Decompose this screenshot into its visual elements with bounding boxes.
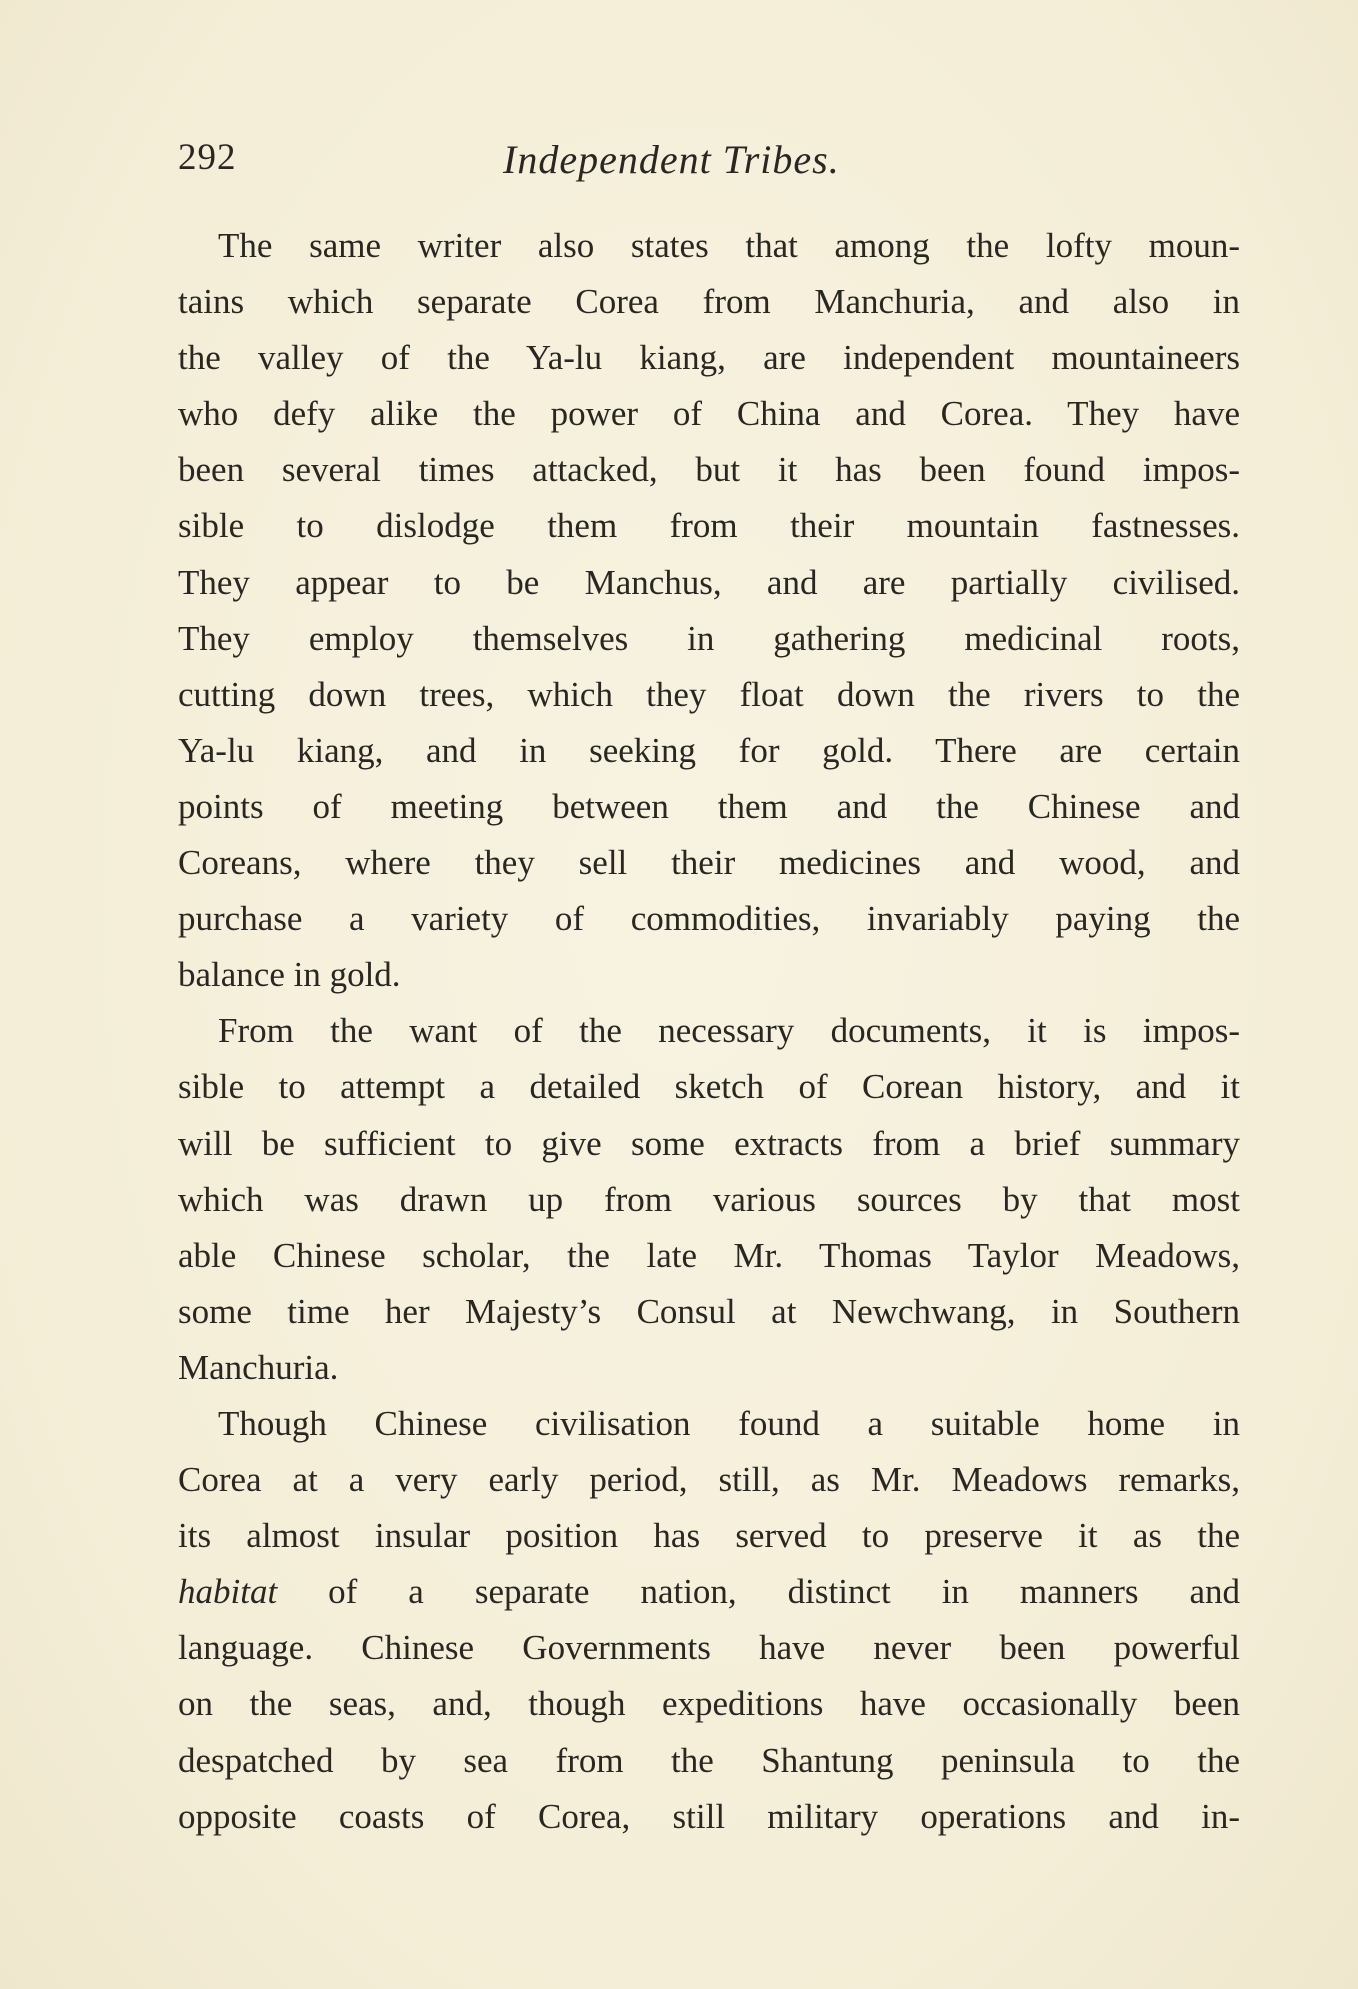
text-line: Corea at a very early period, still, as Mr. Meadows remarks, — [178, 1460, 1240, 1500]
text-line: language. Chinese Governments have never been powerful — [178, 1628, 1240, 1668]
text-line: Ya-lu kiang, and in seeking for gold. There are certain — [178, 730, 1240, 770]
text-line: They appear to be Manchus, and are partially civilised. — [178, 562, 1240, 602]
text-line: its almost insular position has served to preserve it as the — [178, 1516, 1240, 1556]
text-line-with-italic — [178, 1564, 1240, 1620]
text-line: able Chinese scholar, the late Mr. Thomas Taylor Meadows, — [178, 1235, 1240, 1275]
italic-word: habitat — [178, 1572, 278, 1612]
text-line: been several times attacked, but it has been found impos- — [178, 450, 1240, 490]
text-line: opposite coasts of Corea, still military operations and in- — [178, 1796, 1240, 1836]
body-text — [178, 218, 1240, 1845]
text-line: tains which separate Corea from Manchuria, and also in — [178, 282, 1240, 322]
text-line: Manchuria. — [178, 1347, 339, 1387]
text-line: cutting down trees, which they float down the rivers to the — [178, 674, 1240, 714]
text-line: some time her Majesty’s Consul at Newchwang, in Southern — [178, 1291, 1240, 1331]
text-line: From the want of the necessary documents, it is impos- — [218, 1011, 1240, 1051]
text-line: despatched by sea from the Shantung peninsula to the — [178, 1740, 1240, 1780]
text-line: will be sufficient to give some extracts from a brief summary — [178, 1123, 1240, 1163]
text-line: They employ themselves in gathering medicinal roots, — [178, 618, 1240, 658]
text-line: The same writer also states that among the lofty moun- — [218, 226, 1240, 265]
text-line: balance in gold. — [178, 955, 401, 995]
text-line: sible to dislodge them from their mountain fastnesses. — [178, 506, 1240, 546]
text-line: points of meeting between them and the Chinese and — [178, 786, 1240, 826]
text-line: the valley of the Ya-lu kiang, are independent mountaineers — [178, 338, 1240, 378]
text-line: sible to attempt a detailed sketch of Corean history, and it — [178, 1067, 1240, 1107]
text-line: which was drawn up from various sources by that most — [178, 1179, 1240, 1219]
text-line: Coreans, where they sell their medicines and wood, and — [178, 843, 1240, 883]
page-header — [178, 136, 1238, 196]
text-line-rest: of a separate nation, distinct in manners and — [277, 1572, 1240, 1612]
text-line: Though Chinese civilisation found a suitable home in — [218, 1403, 1240, 1443]
text-line: purchase a variety of commodities, invariably paying the — [178, 899, 1240, 939]
page-number: 292 — [178, 137, 237, 178]
running-title: Independent Tribes. — [503, 137, 840, 182]
text-line: on the seas, and, though expeditions have occasionally been — [178, 1684, 1240, 1724]
text-line: who defy alike the power of China and Corea. They have — [178, 394, 1240, 434]
